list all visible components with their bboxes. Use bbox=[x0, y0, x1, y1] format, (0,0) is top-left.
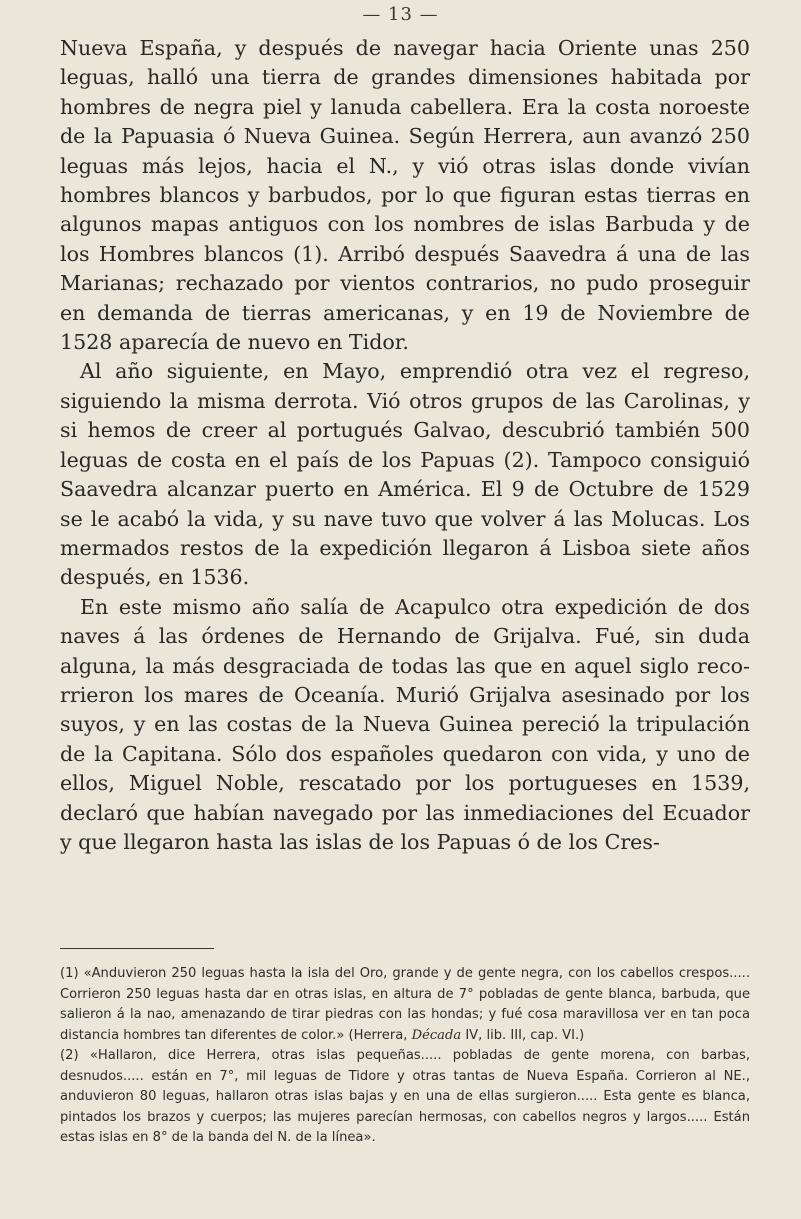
footnote-separator bbox=[60, 948, 214, 949]
page-number: — 13 — bbox=[362, 4, 439, 25]
main-text bbox=[60, 34, 750, 857]
footnote-text: IV, lib. III, cap. VI.) bbox=[461, 1027, 585, 1043]
footnote-marker: (2) bbox=[60, 1048, 79, 1063]
footnote-2 bbox=[60, 1046, 750, 1149]
footnotes bbox=[60, 964, 750, 1149]
footnote-1 bbox=[60, 964, 750, 1046]
footnote-work-title: Década bbox=[411, 1027, 462, 1043]
paragraph: Al año siguiente, en Mayo, emprendió otra vez el regreso, siguiendo la misma derrota. Vió otros grupos de las Carolinas, y si hemos de creer al portugués Galvao, descubrió también 500 leguas de costa en el país de los Papuas (2). Tampoco consiguió Saavedra alcanzar puerto en América. El 9 de Octubre de 1529 se le acabó la vida, y su nave tuvo que volver á las Molucas. Los mermados restos de la expedición llegaron á Lisboa siete años después, en 1536. bbox=[60, 359, 750, 590]
paragraph: En este mismo año salía de Acapulco otra expedición de dos naves á las órdenes de Hernando de Grijalva. Fué, sin duda alguna, la más desgraciada de todas las que en aquel siglo recorrieron los mares de Oceanía. Murió Grijalva asesinado por los suyos, y en las costas de la Nueva Guinea pereció la tripulación de la Capitana. Sólo dos españoles quedaron con vida, y uno de ellos, Miguel Noble, rescatado por los portugueses en 1539, declaró que habían navegado por las inmediaciones del Ecuador y que llegaron hasta las islas de los Papuas ó de los Cres- bbox=[60, 594, 750, 854]
footnote-text: «Hallaron, dice Herrera, otras islas pequeñas..... pobladas de gente morena, con barbas, desnudos..... están en 7°, mil leguas de Tidore y otras tantas de Nueva España. Corrieron al NE., anduvieron 80 leguas, hallaron otras islas bajas y en una de ellas surgieron..... Esta gente es blanca, pintados los brazos y cuerpos; las mujeres parecían hermosas, con cabellos negros y largos..... Están estas islas en 8° de la banda del N. de la línea». bbox=[60, 1048, 751, 1145]
footnote-marker: (1) bbox=[60, 966, 79, 981]
paragraph: Nueva España, y después de navegar hacia Oriente unas 250 leguas, halló una tierra de grandes dimensiones habitada por hombres de negra piel y lanuda cabellera. Era la costa noroeste de la Papuasia ó Nueva Guinea. Según Herrera, aun avanzó 250 leguas más lejos, hacia el N., y vió otras islas donde vivían hombres blancos y barbudos, por lo que figuran estas tierras en algunos mapas antiguos con los nombres de islas Barbuda y de los Hombres blancos (1). Arribó después Saavedra á una de las Marianas; rechazado por vientos contrarios, no pudo proseguir en demanda de tierras americanas, y en 19 de Noviembre de 1528 aparecía de nuevo en Tidor. bbox=[60, 36, 750, 355]
footnote-text: «Anduvieron 250 leguas hasta la isla del Oro, grande y de gente negra, con los cabellos crespos..... Corrieron 250 leguas hasta dar en otras islas, en altura de 7° pobladas de gente blanca, barbuda, que salieron á la nao, amenazando de tirar piedras con las hondas; y fué cosa maravillosa ver en tan poca distancia hombres tan diferentes de color.» (Herrera, bbox=[60, 966, 750, 1043]
